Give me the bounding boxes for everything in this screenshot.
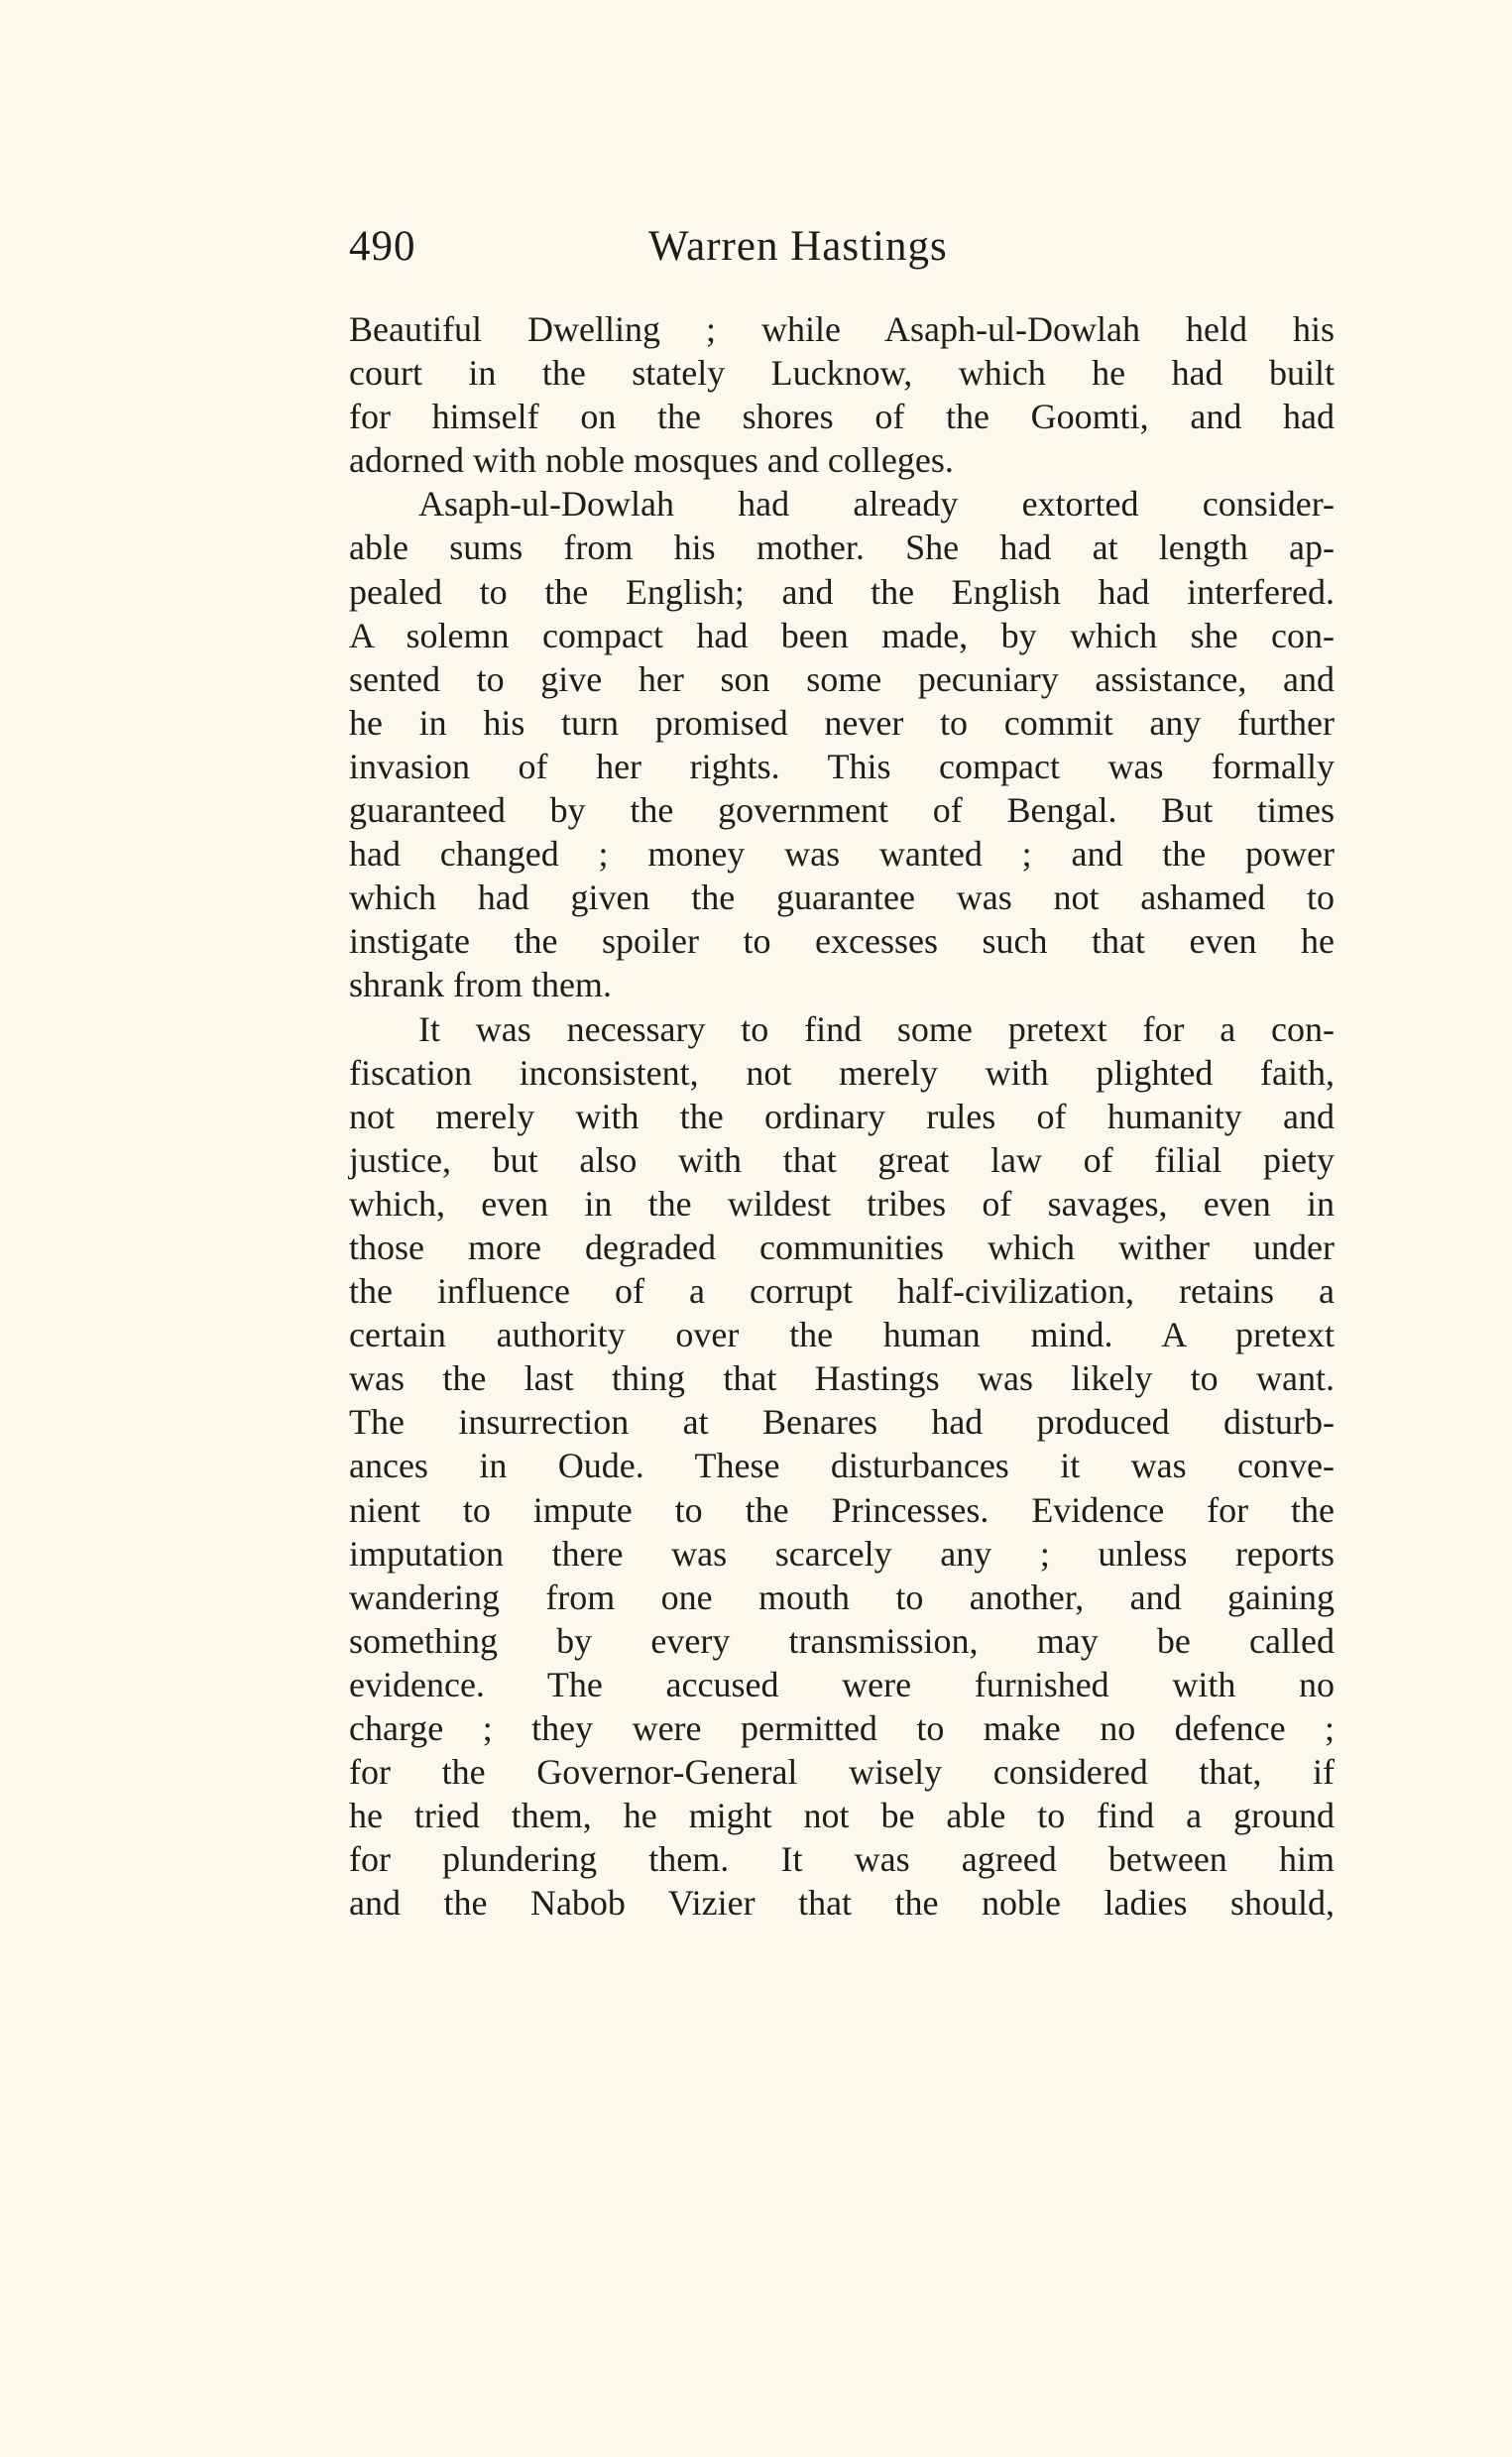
running-title: Warren Hastings [648, 223, 948, 270]
text-line: something by every transmission, may be called [349, 1620, 1335, 1661]
text-line: not merely with the ordinary rules of humanity and [349, 1096, 1335, 1136]
text-line: court in the stately Lucknow, which he had built [349, 353, 1335, 394]
text-line: those more degraded communities which wither under [349, 1227, 1335, 1267]
text-line: able sums from his mother. She had at length ap- [349, 527, 1335, 568]
text-line: guaranteed by the government of Bengal. But times [349, 790, 1335, 831]
text-line: and the Nabob Vizier that the noble ladies should, [349, 1883, 1335, 1924]
text-line: sented to give her son some pecuniary assistance, and [349, 658, 1335, 699]
text-line: which had given the guarantee was not ashamed to [349, 878, 1335, 918]
text-line: which, even in the wildest tribes of savages, even in [349, 1183, 1335, 1224]
text-line: pealed to the English; and the English had interfered. [349, 571, 1335, 612]
page-number: 490 [349, 223, 416, 270]
paragraph-start-line: Asaph-ul-Dowlah had already extorted consider- [418, 484, 1335, 525]
text-line: for the Governor-General wisely considered that, if [349, 1752, 1335, 1793]
text-line: nient to impute to the Princesses. Evidence for the [349, 1489, 1335, 1530]
text-line: had changed ; money was wanted ; and the power [349, 834, 1335, 875]
text-line: the influence of a corrupt half-civilization, retains a [349, 1271, 1335, 1312]
text-line: adorned with noble mosques and colleges. [349, 440, 954, 481]
text-line: Beautiful Dwelling ; while Asaph-ul-Dowlah held his [349, 309, 1335, 349]
text-line: The insurrection at Benares had produced disturb- [349, 1402, 1335, 1443]
text-line: instigate the spoiler to excesses such that even he [349, 921, 1335, 962]
text-line: justice, but also with that great law of filial piety [349, 1139, 1335, 1180]
page-header [349, 212, 1340, 282]
text-line: A solemn compact had been made, by which she con- [349, 615, 1335, 655]
text-line: shrank from them. [349, 965, 612, 1005]
text-line: he in his turn promised never to commit any further [349, 702, 1335, 743]
text-line: for plundering them. It was agreed between him [349, 1839, 1335, 1880]
text-line: was the last thing that Hastings was likely to want. [349, 1358, 1335, 1399]
text-line: imputation there was scarcely any ; unless reports [349, 1533, 1335, 1574]
text-line: certain authority over the human mind. A pretext [349, 1315, 1335, 1355]
text-line: he tried them, he might not be able to find a ground [349, 1796, 1335, 1836]
paragraph-start-line: It was necessary to find some pretext for a con- [418, 1008, 1335, 1049]
text-line: ances in Oude. These disturbances it was conve- [349, 1446, 1335, 1486]
text-line: invasion of her rights. This compact was formally [349, 746, 1335, 786]
text-line: charge ; they were permitted to make no defence ; [349, 1708, 1335, 1748]
text-line: for himself on the shores of the Goomti, and had [349, 397, 1335, 437]
body-text [349, 307, 1335, 1925]
text-line: evidence. The accused were furnished with no [349, 1664, 1335, 1704]
text-line: fiscation inconsistent, not merely with plighted faith, [349, 1052, 1335, 1093]
text-line: wandering from one mouth to another, and gaining [349, 1577, 1335, 1617]
